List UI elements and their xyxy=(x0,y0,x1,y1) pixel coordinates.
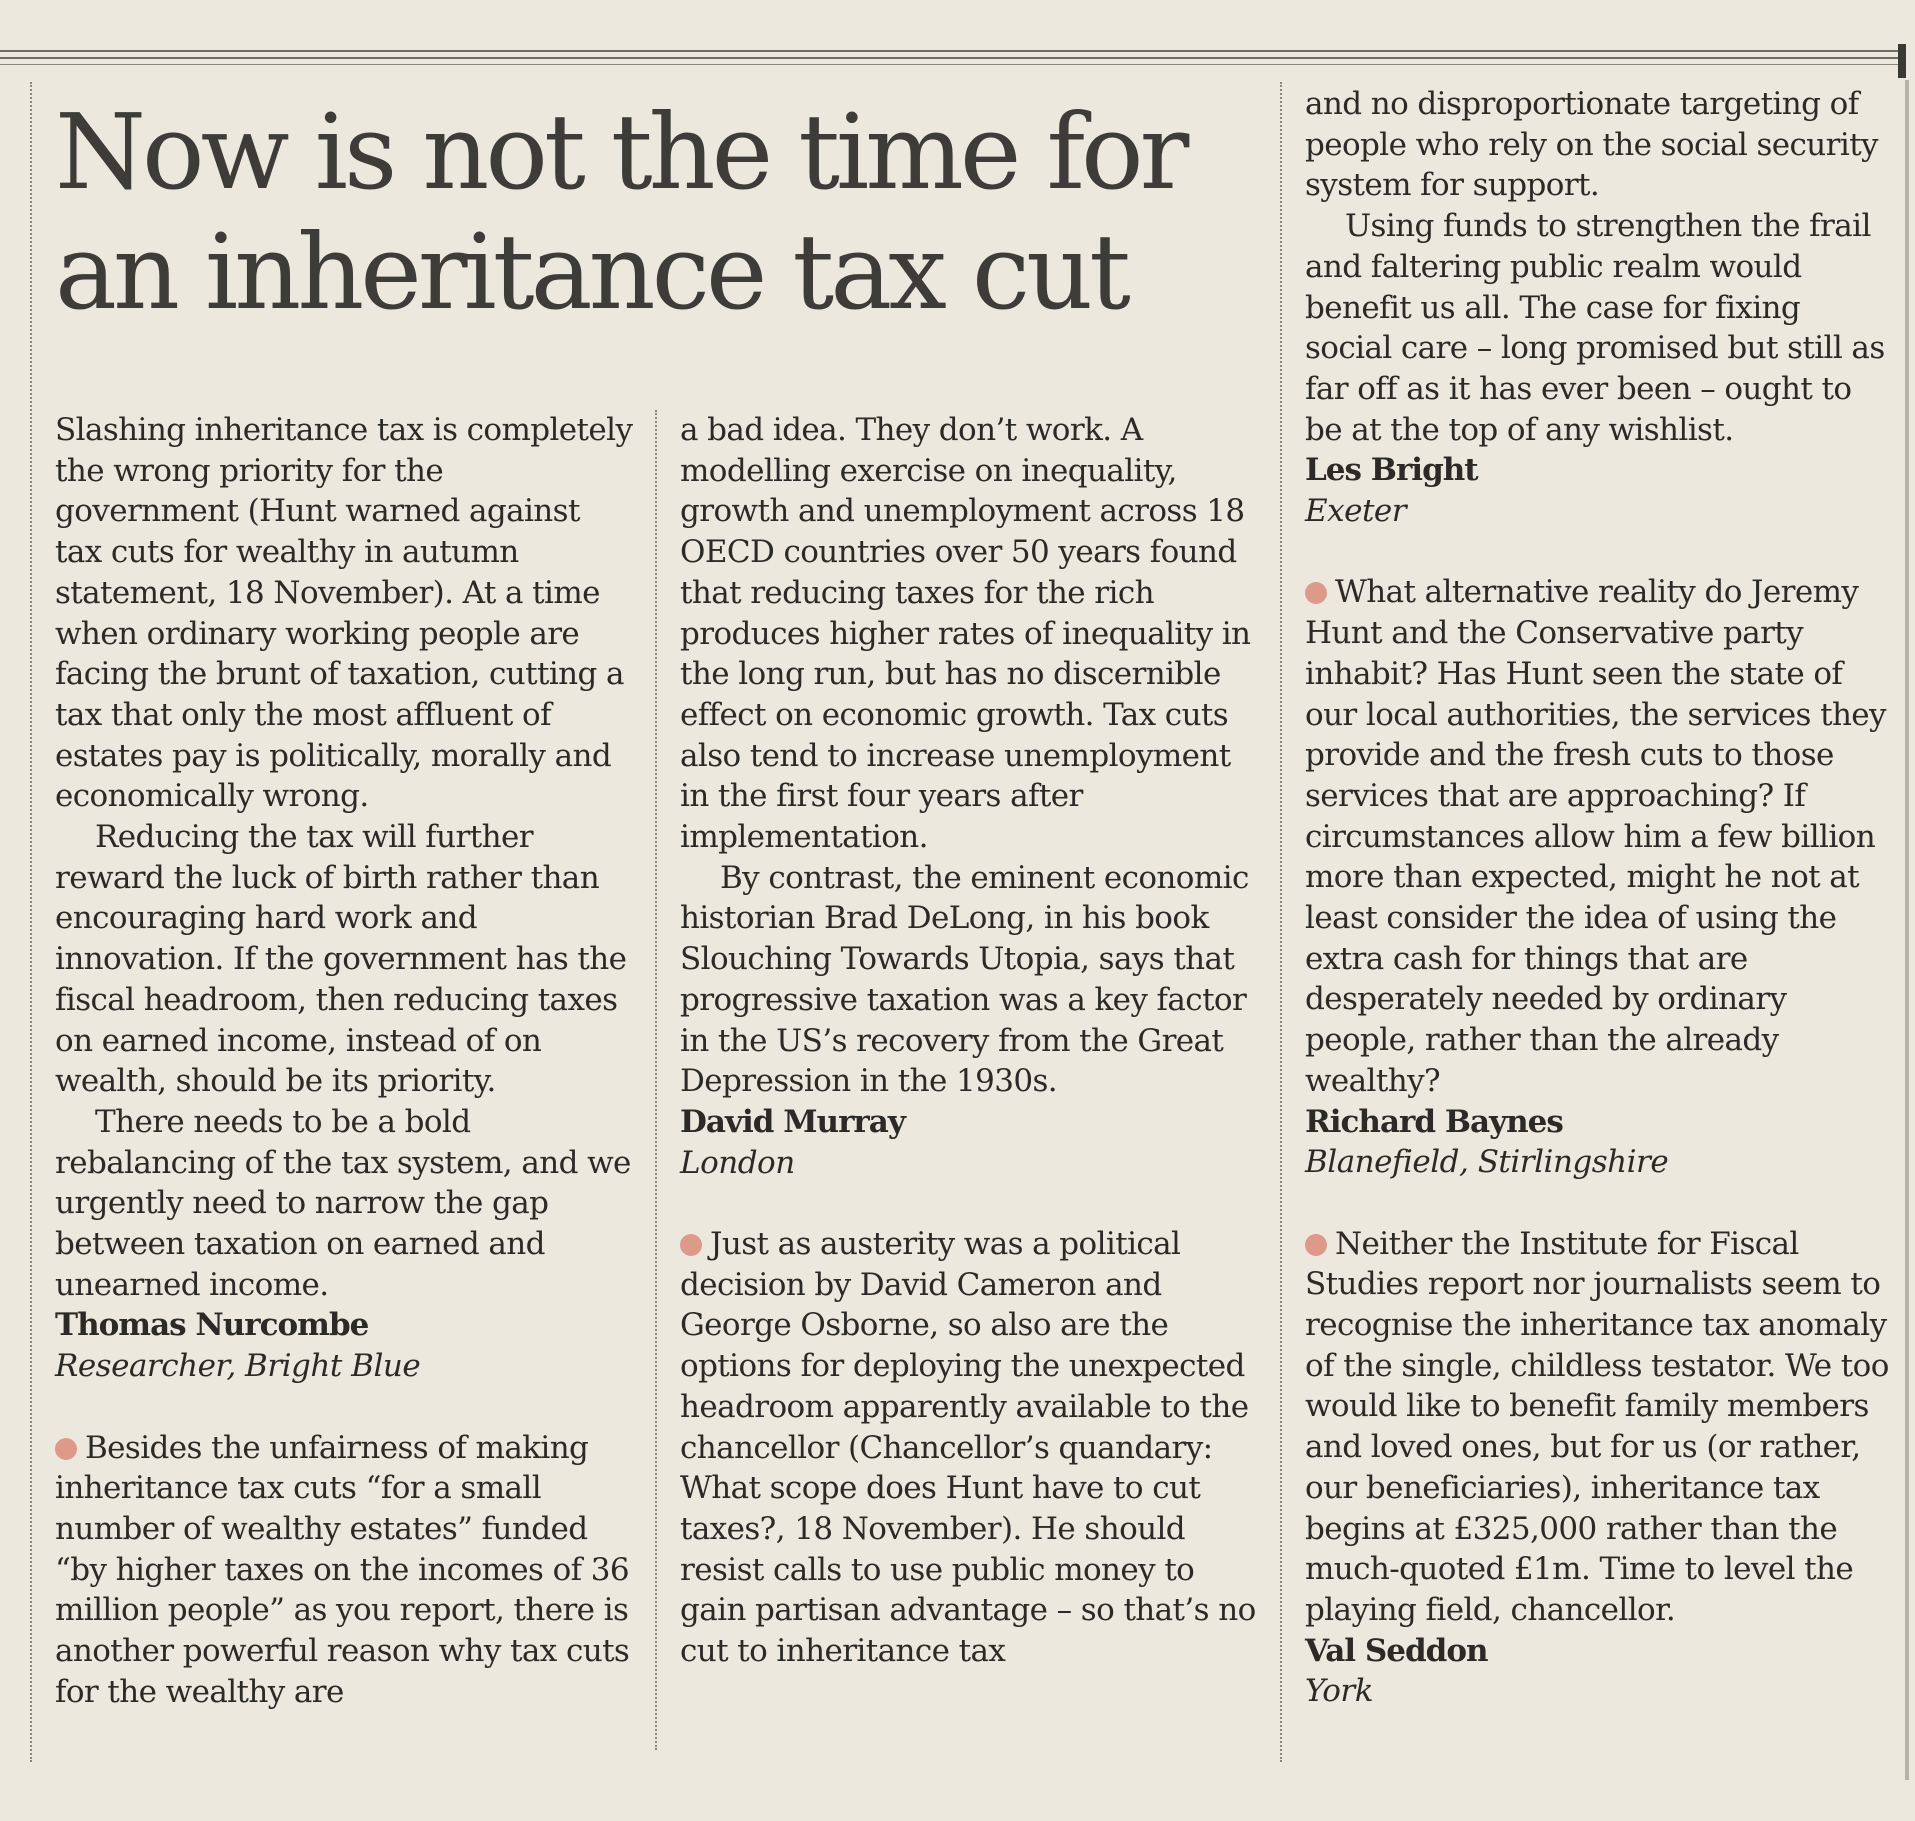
bullet-dot-icon xyxy=(1305,1234,1327,1256)
letter-location: Blanefield, Stirlingshire xyxy=(1305,1144,1669,1181)
letter-paragraph: Using funds to strengthen the frail and faltering public realm would benefit us all. The case for fixing social care – long promised but still as far off as it has ever been – ought to be at the top of any wishlist. xyxy=(1305,208,1885,448)
letter-location: London xyxy=(680,1144,795,1181)
column-divider xyxy=(1280,82,1282,1762)
letter-paragraph xyxy=(55,1428,635,1713)
column-divider xyxy=(30,82,32,1762)
letter-paragraph: By contrast, the eminent economic historian Brad DeLong, in his book Slouching Towards Utopia, says that progressive taxation was a key factor in the US’s recovery from the Great Depression in the 1930s. xyxy=(680,859,1249,1100)
column-divider xyxy=(655,410,657,1750)
page-edge xyxy=(1905,80,1909,1780)
letter-author: Thomas Nurcombe xyxy=(55,1307,369,1344)
column-1 xyxy=(55,410,635,1712)
letter-paragraph: and no disproportionate targeting of people who rely on the social security system for support. xyxy=(1305,86,1878,204)
letter-paragraph-text: Neither the Institute for Fiscal Studies report nor journalists seem to recognise the inheritance tax anomaly of the single, childless testator. We too would like to benefit family members and loved ones, but for us (or rather, our beneficiaries), inheritance tax begins at £325,000 rather than the much-quoted £1m. Time to level the playing field, chancellor. xyxy=(1305,1225,1889,1628)
column-2 xyxy=(680,410,1260,1672)
letter-paragraph xyxy=(1305,572,1890,1101)
letter-paragraph: a bad idea. They don’t work. A modelling exercise on inequality, growth and unemployment across 18 OECD countries over 50 years found that reducing taxes for the rich produces higher rates of inequality in the long run, but has no discernible effect on economic growth. Tax cuts also tend to increase unemployment in the first four years after implementation. xyxy=(680,412,1251,856)
bullet-dot-icon xyxy=(680,1234,702,1256)
headline: Now is not the time for an inheritance tax cut xyxy=(55,91,1186,333)
letter-author: David Murray xyxy=(680,1103,905,1140)
rule-end-mark xyxy=(1898,44,1906,78)
bullet-dot-icon xyxy=(1305,582,1327,604)
letter-location: Researcher, Bright Blue xyxy=(55,1348,421,1385)
letter-paragraph-text: Besides the unfairness of making inheritance tax cuts “for a small number of wealthy estates” funded “by higher taxes on the incomes of 36 million people” as you report, there is another powerful reason why tax cuts for the wealthy are xyxy=(55,1429,630,1710)
letter-paragraph: Slashing inheritance tax is completely the wrong priority for the government (Hunt warned against tax cuts for wealthy in autumn statement, 18 November). At a time when ordinary working people are facing the brunt of taxation, cutting a tax that only the most affluent of estates pay is politically, morally and economically wrong. xyxy=(55,412,633,815)
letter-paragraph: Reducing the tax will further reward the luck of birth rather than encouraging hard work and innovation. If the government has the fiscal headroom, then reducing taxes on earned income, instead of on wealth, should be its priority. xyxy=(55,819,627,1100)
letter-paragraph xyxy=(680,1224,1260,1672)
letter-paragraph: There needs to be a bold rebalancing of the tax system, and we urgently need to narrow the gap between taxation on earned and unearned income. xyxy=(55,1103,631,1303)
letter-location: York xyxy=(1305,1673,1374,1710)
letter-location: Exeter xyxy=(1305,493,1407,530)
letter-paragraph xyxy=(1305,1224,1890,1631)
letter-author: Les Bright xyxy=(1305,452,1478,489)
masthead-rules xyxy=(0,50,1898,70)
letter-author: Val Seddon xyxy=(1305,1632,1488,1669)
bullet-dot-icon xyxy=(55,1438,77,1460)
column-3 xyxy=(1305,84,1890,1712)
letter-author: Richard Baynes xyxy=(1305,1103,1563,1140)
letter-paragraph-text: What alternative reality do Jeremy Hunt and the Conservative party inhabit? Has Hunt seen the state of our local authorities, the services they provide and the fresh cuts to those services that are approaching? If circumstances allow him a few billion more than expected, might he not at least consider the idea of using the extra cash for things that are desperately needed by ordinary people, rather than the already wealthy? xyxy=(1305,574,1886,1099)
letter-paragraph-text: Just as austerity was a political decision by David Cameron and George Osborne, so also are the options for deploying the unexpected headroom apparently available to the chancellor (Chancellor’s quandary: What scope does Hunt have to cut taxes?, 18 November). He should resist calls to use public money to gain partisan advantage – so that’s no cut to inheritance tax xyxy=(680,1226,1256,1670)
